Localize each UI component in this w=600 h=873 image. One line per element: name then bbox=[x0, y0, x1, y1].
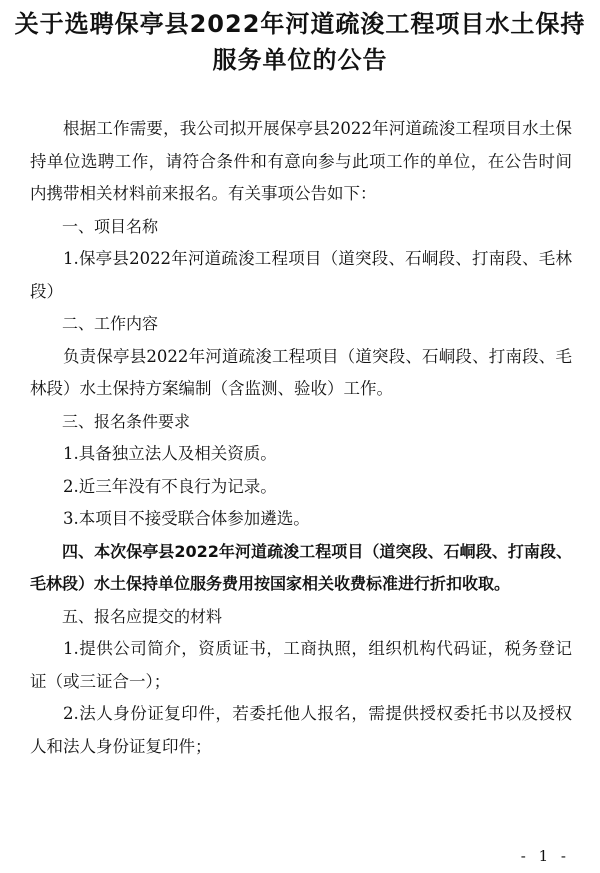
section-heading-1: 一、项目名称 bbox=[62, 216, 159, 236]
page-title: 关于选聘保亭县2022年河道疏浚工程项目水土保持服务单位的公告 bbox=[14, 10, 586, 74]
page-number: - 1 - bbox=[520, 847, 570, 865]
section-heading-4: 四、本次保亭县2022年河道疏浚工程项目（道突段、石峒段、打南段、毛林段）水土保持单位服务费用按国家相关收费标准进行折扣收取。 bbox=[30, 541, 572, 593]
section-3-item-3: 3.本项目不接受联合体参加遴选。 bbox=[63, 509, 310, 528]
document-body bbox=[30, 113, 572, 763]
section-2-content: 负责保亭县2022年河道疏浚工程项目（道突段、石峒段、打南段、毛林段）水土保持方案编制（含监测、验收）工作。 bbox=[30, 346, 572, 398]
intro-paragraph: 根据工作需要，我公司拟开展保亭县2022年河道疏浚工程项目水土保持单位选聘工作，请符合条件和有意向参与此项工作的单位，在公告时间内携带相关材料前来报名。有关事项公告如下： bbox=[30, 119, 572, 203]
section-3-item-1: 1.具备独立法人及相关资质。 bbox=[63, 444, 277, 463]
section-heading-5: 五、报名应提交的材料 bbox=[62, 606, 223, 626]
section-5-item-1: 1.提供公司简介，资质证书，工商执照，组织机构代码证，税务登记证（或三证合一）； bbox=[30, 639, 572, 691]
section-heading-3: 三、报名条件要求 bbox=[62, 411, 191, 431]
section-1-item: 1.保亭县2022年河道疏浚工程项目（道突段、石峒段、打南段、毛林段） bbox=[30, 249, 572, 301]
section-3-item-2: 2.近三年没有不良行为记录。 bbox=[63, 476, 277, 496]
section-5-item-2: 2.法人身份证复印件，若委托他人报名，需提供授权委托书以及授权人和法人身份证复印件； bbox=[30, 704, 572, 756]
section-heading-2: 二、工作内容 bbox=[62, 314, 159, 333]
